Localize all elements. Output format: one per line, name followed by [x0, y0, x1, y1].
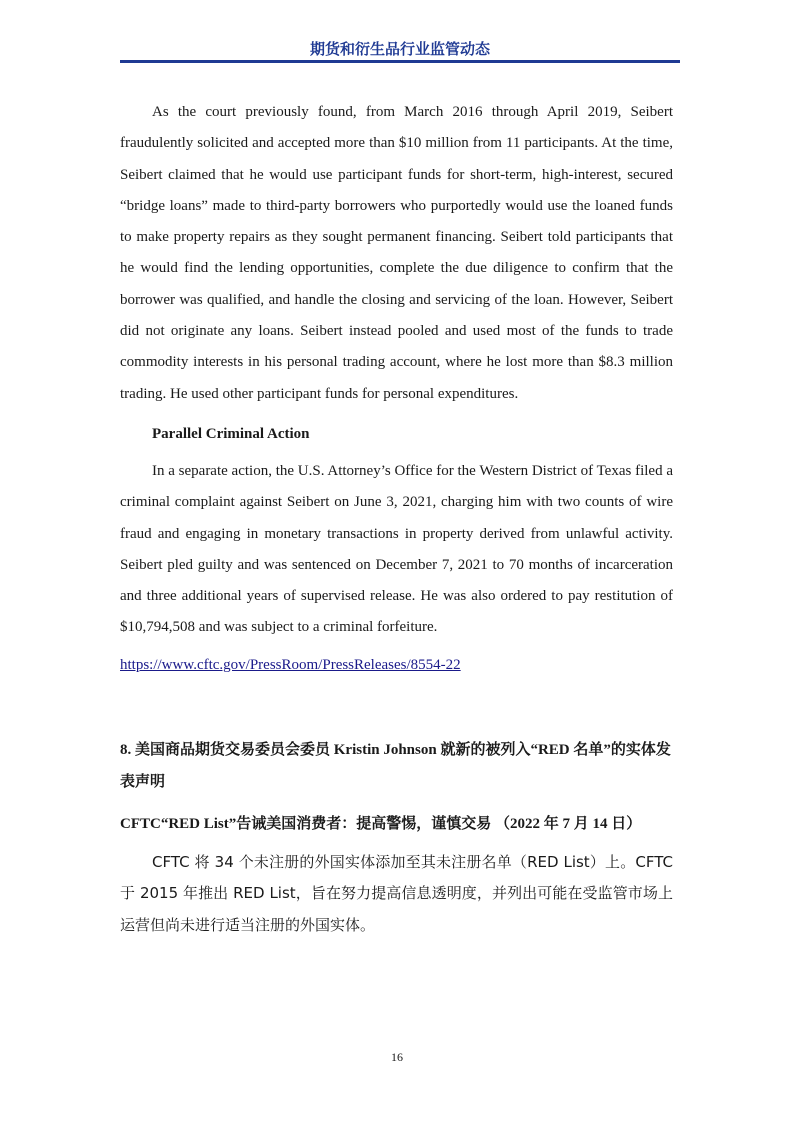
header-divider [120, 60, 680, 63]
section-8-subtitle: CFTC“RED List”告诫美国消费者：提高警惕，谨慎交易 （2022 年 7 月 14 日） [120, 815, 642, 832]
subheading-parallel-criminal-action: Parallel Criminal Action [152, 425, 310, 442]
page-number: 16 [391, 1050, 403, 1064]
paragraph-court-findings: As the court previously found, from March 2016 through April 2019, Seibert fraudulently solicited and accepted more than $10 million from 11 participants. At the time, Seibert claimed that he would use participant funds for short-term, high-interest, secured “bridge loans” made to third-party borrowers who purportedly would use the loaned funds to make property repairs as they sought permanent financing. Seibert told participants that he would find the lending opportunities, complete the due diligence to confirm that the borrower was qualified, and handle the closing and servicing of the loan. However, Seibert did not originate any loans. Seibert instead pooled and used most of the funds to trade commodity interests in his personal trading account, where he lost more than $8.3 million trading. He used other participant funds for personal expenditures. [120, 104, 673, 402]
paragraph-criminal-action: In a separate action, the U.S. Attorney’s Office for the Western District of Texas filed a criminal complaint against Seibert on June 3, 2021, charging him with two counts of wire fraud and engaging in monetary transactions in property derived from unlawful activity. Seibert pled guilty and was sentenced on December 7, 2021 to 70 months of incarceration and three additional years of supervised release. He was also ordered to pay restitution of $10,794,508 and was subject to a criminal forfeiture. [120, 462, 673, 636]
press-release-link[interactable]: https://www.cftc.gov/PressRoom/PressReleases/8554-22 [120, 656, 461, 673]
page-content [120, 97, 673, 956]
section-8-paragraph: CFTC 将 34 个未注册的外国实体添加至其未注册名单（RED List）上。CFTC 于 2015 年推出 RED List，旨在努力提高信息透明度，并列出可能在受监管市场上运营但尚未进行适当注册的外国实体。 [120, 852, 673, 934]
page-header-title: 期货和衍生品行业监管动态 [309, 40, 490, 58]
section-8-title: 8. 美国商品期货交易委员会委员 Kristin Johnson 就新的被列入“RED 名单”的实体发表声明 [120, 741, 671, 790]
